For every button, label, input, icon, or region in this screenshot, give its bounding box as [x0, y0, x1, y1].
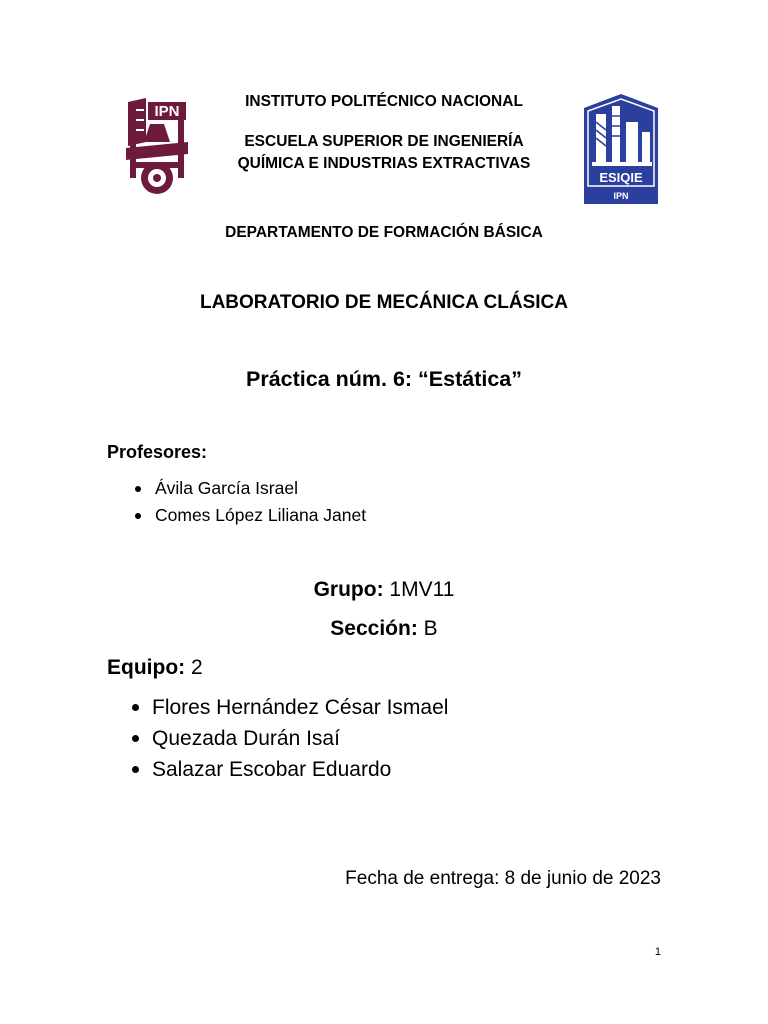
professor-item: Comes López Liliana Janet: [155, 502, 366, 529]
team-value: 2: [191, 656, 203, 679]
professor-item: Ávila García Israel: [155, 475, 366, 502]
institute-name: INSTITUTO POLITÉCNICO NACIONAL: [245, 93, 523, 110]
delivery-date: Fecha de entrega: 8 de junio de 2023: [345, 868, 661, 889]
school-name-line2: QUÍMICA E INDUSTRIAS EXTRACTIVAS: [237, 155, 531, 172]
lab-title: LABORATORIO DE MECÁNICA CLÁSICA: [199, 292, 569, 313]
section-value: B: [423, 617, 438, 640]
group-value: 1MV11: [389, 578, 455, 601]
practice-title: Práctica núm. 6: “Estática”: [245, 367, 523, 391]
professors-list: [155, 475, 366, 529]
section-label: Sección:: [330, 617, 418, 640]
section-line: [0, 615, 768, 643]
department-name: DEPARTAMENTO DE FORMACIÓN BÁSICA: [225, 224, 543, 241]
team-label: Equipo:: [107, 656, 186, 679]
professors-label: Profesores:: [107, 442, 208, 462]
group-label: Grupo:: [313, 578, 384, 601]
team-line: [107, 654, 203, 682]
ipn-logo: [124, 98, 190, 196]
ipn-logo-text: IPN: [154, 103, 180, 120]
esiqie-logo: [582, 92, 660, 206]
esiqie-logo-sub: IPN: [613, 191, 629, 201]
group-line: [0, 576, 768, 604]
team-members-list: [152, 692, 448, 785]
page-number: 1: [654, 946, 661, 958]
team-member-item: Salazar Escobar Eduardo: [152, 754, 448, 785]
team-member-item: Quezada Durán Isaí: [152, 723, 448, 754]
esiqie-logo-text: ESIQIE: [599, 170, 643, 185]
team-member-item: Flores Hernández César Ismael: [152, 692, 448, 723]
school-name-line1: ESCUELA SUPERIOR DE INGENIERÍA: [244, 133, 524, 150]
